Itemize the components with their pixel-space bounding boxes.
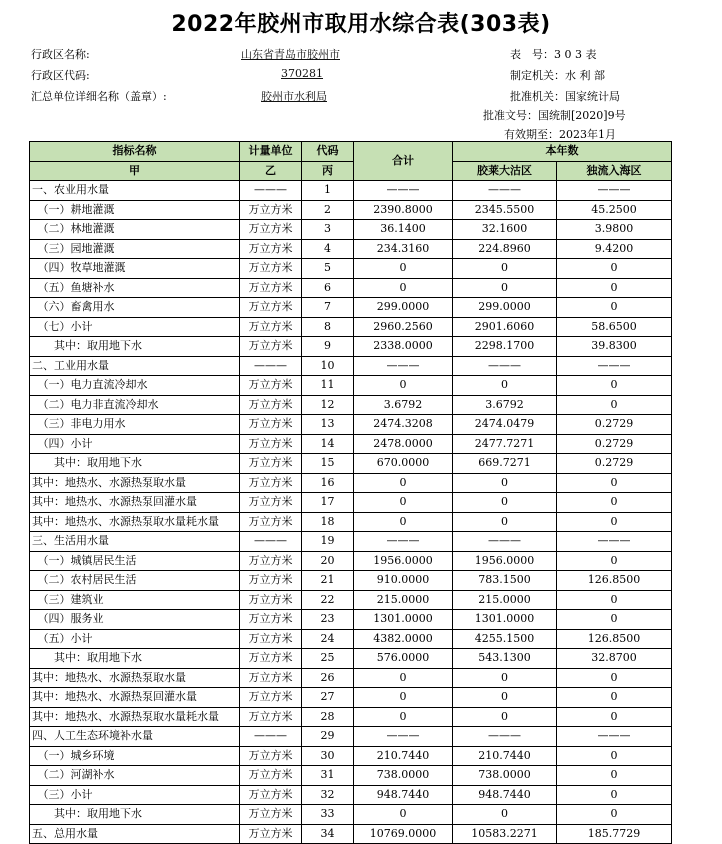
row-name: 其中：取用地下水 <box>30 337 240 357</box>
approval-number: 批准文号：国统制[2020]9号 <box>483 109 626 122</box>
table-row <box>30 707 672 727</box>
header-code: 代码 <box>302 142 354 162</box>
row-code: 27 <box>302 688 354 708</box>
row-jiaolai: 2345.5500 <box>453 200 557 220</box>
row-name: 其中：地热水、水源热泵取水量 <box>30 473 240 493</box>
region-code-label: 行政区代码: <box>31 69 90 82</box>
row-direct-sea: 0 <box>557 610 672 630</box>
row-unit: 万立方米 <box>240 493 302 513</box>
row-name: 四、人工生态环境补水量 <box>30 727 240 747</box>
row-direct-sea: 0 <box>557 512 672 532</box>
row-unit: 万立方米 <box>240 434 302 454</box>
row-direct-sea: ——— <box>557 181 672 201</box>
row-code: 3 <box>302 220 354 240</box>
row-jiaolai: 2477.7271 <box>453 434 557 454</box>
row-direct-sea: 0.2729 <box>557 454 672 474</box>
row-name: 五、总用水量 <box>30 824 240 844</box>
row-direct-sea: 0 <box>557 590 672 610</box>
row-jiaolai: 1301.0000 <box>453 610 557 630</box>
header-total: 合计 <box>354 142 453 181</box>
row-unit: 万立方米 <box>240 317 302 337</box>
row-jiaolai: 543.1300 <box>453 649 557 669</box>
row-code: 17 <box>302 493 354 513</box>
row-code: 10 <box>302 356 354 376</box>
row-total: 210.7440 <box>354 746 453 766</box>
water-use-table <box>29 141 672 844</box>
table-row <box>30 317 672 337</box>
row-jiaolai: 2901.6060 <box>453 317 557 337</box>
row-name: （一）城镇居民生活 <box>30 551 240 571</box>
approving-organ: 批准机关：国家统计局 <box>510 90 620 103</box>
row-unit: 万立方米 <box>240 337 302 357</box>
table-row <box>30 473 672 493</box>
row-name: （五）鱼塘补水 <box>30 278 240 298</box>
row-code: 7 <box>302 298 354 318</box>
table-row <box>30 805 672 825</box>
row-unit: 万立方米 <box>240 824 302 844</box>
row-unit: 万立方米 <box>240 610 302 630</box>
issuing-organ: 制定机关：水 利 部 <box>510 69 605 82</box>
row-direct-sea: 0 <box>557 395 672 415</box>
row-direct-sea: 3.9800 <box>557 220 672 240</box>
row-name: 三、生活用水量 <box>30 532 240 552</box>
header-unit: 计量单位 <box>240 142 302 162</box>
row-unit: 万立方米 <box>240 707 302 727</box>
row-unit: 万立方米 <box>240 649 302 669</box>
region-name-value: 山东省青岛市胶州市 <box>241 48 340 61</box>
table-row <box>30 532 672 552</box>
row-unit: 万立方米 <box>240 766 302 786</box>
table-row <box>30 259 672 279</box>
header-sub-indicator: 甲 <box>30 161 240 181</box>
row-unit: ——— <box>240 356 302 376</box>
row-jiaolai: ——— <box>453 356 557 376</box>
row-total: ——— <box>354 356 453 376</box>
header-current-year: 本年数 <box>453 142 672 162</box>
table-body <box>30 181 672 844</box>
row-name: （四）牧草地灌溉 <box>30 259 240 279</box>
row-direct-sea: 58.6500 <box>557 317 672 337</box>
row-direct-sea: 0 <box>557 259 672 279</box>
row-unit: 万立方米 <box>240 512 302 532</box>
row-name: 其中：地热水、水源热泵取水量耗水量 <box>30 707 240 727</box>
row-unit: 万立方米 <box>240 473 302 493</box>
header-sub-code: 丙 <box>302 161 354 181</box>
row-code: 1 <box>302 181 354 201</box>
table-row <box>30 727 672 747</box>
header-direct-sea: 独流入海区 <box>557 161 672 181</box>
row-unit: 万立方米 <box>240 200 302 220</box>
table-row <box>30 824 672 844</box>
table-row <box>30 395 672 415</box>
row-total: 0 <box>354 707 453 727</box>
row-unit: 万立方米 <box>240 551 302 571</box>
row-name: 其中：取用地下水 <box>30 649 240 669</box>
header-indicator: 指标名称 <box>30 142 240 162</box>
row-unit: 万立方米 <box>240 278 302 298</box>
row-jiaolai: 948.7440 <box>453 785 557 805</box>
table-row <box>30 434 672 454</box>
row-name: （五）小计 <box>30 629 240 649</box>
header-sub-unit: 乙 <box>240 161 302 181</box>
row-total: 2390.8000 <box>354 200 453 220</box>
row-code: 16 <box>302 473 354 493</box>
row-unit: 万立方米 <box>240 785 302 805</box>
row-name: （三）园地灌溉 <box>30 239 240 259</box>
table-row <box>30 376 672 396</box>
row-direct-sea: 0 <box>557 298 672 318</box>
row-jiaolai: 1956.0000 <box>453 551 557 571</box>
row-direct-sea: 0 <box>557 688 672 708</box>
table-row <box>30 278 672 298</box>
row-total: 2478.0000 <box>354 434 453 454</box>
row-code: 23 <box>302 610 354 630</box>
row-name: （三）非电力用水 <box>30 415 240 435</box>
table-row <box>30 298 672 318</box>
row-total: 2960.2560 <box>354 317 453 337</box>
row-unit: 万立方米 <box>240 668 302 688</box>
row-jiaolai: 0 <box>453 278 557 298</box>
row-name: 二、工业用水量 <box>30 356 240 376</box>
row-jiaolai: 0 <box>453 512 557 532</box>
row-jiaolai: 2474.0479 <box>453 415 557 435</box>
row-jiaolai: 0 <box>453 376 557 396</box>
row-direct-sea: 0 <box>557 805 672 825</box>
row-code: 13 <box>302 415 354 435</box>
table-row <box>30 454 672 474</box>
row-code: 25 <box>302 649 354 669</box>
row-code: 18 <box>302 512 354 532</box>
row-unit: 万立方米 <box>240 298 302 318</box>
row-name: （二）河湖补水 <box>30 766 240 786</box>
row-unit: 万立方米 <box>240 395 302 415</box>
row-name: 其中：地热水、水源热泵回灌水量 <box>30 688 240 708</box>
row-total: 0 <box>354 473 453 493</box>
row-unit: 万立方米 <box>240 454 302 474</box>
row-jiaolai: 0 <box>453 259 557 279</box>
table-row <box>30 415 672 435</box>
row-total: 0 <box>354 688 453 708</box>
row-unit: 万立方米 <box>240 746 302 766</box>
row-name: 其中：地热水、水源热泵回灌水量 <box>30 493 240 513</box>
row-direct-sea: 0 <box>557 376 672 396</box>
row-total: 910.0000 <box>354 571 453 591</box>
row-code: 22 <box>302 590 354 610</box>
row-total: 2474.3208 <box>354 415 453 435</box>
row-direct-sea: 0.2729 <box>557 415 672 435</box>
page-title: 2022年胶州市取用水综合表(303表) <box>171 12 551 37</box>
table-row <box>30 220 672 240</box>
row-direct-sea: ——— <box>557 356 672 376</box>
row-jiaolai: ——— <box>453 532 557 552</box>
row-total: 1956.0000 <box>354 551 453 571</box>
row-total: 234.3160 <box>354 239 453 259</box>
row-direct-sea: 32.8700 <box>557 649 672 669</box>
row-code: 4 <box>302 239 354 259</box>
table-row <box>30 766 672 786</box>
row-direct-sea: 9.4200 <box>557 239 672 259</box>
row-code: 24 <box>302 629 354 649</box>
row-name: （一）城乡环境 <box>30 746 240 766</box>
row-direct-sea: 0 <box>557 278 672 298</box>
row-code: 12 <box>302 395 354 415</box>
row-jiaolai: 0 <box>453 493 557 513</box>
table-row <box>30 356 672 376</box>
row-total: ——— <box>354 532 453 552</box>
row-code: 34 <box>302 824 354 844</box>
row-unit: 万立方米 <box>240 590 302 610</box>
valid-until: 有效期至：2023年1月 <box>504 128 616 141</box>
row-total: 2338.0000 <box>354 337 453 357</box>
unit-name-value: 胶州市水利局 <box>261 90 327 103</box>
row-name: （三）建筑业 <box>30 590 240 610</box>
row-direct-sea: 0 <box>557 473 672 493</box>
row-code: 15 <box>302 454 354 474</box>
row-jiaolai: 215.0000 <box>453 590 557 610</box>
row-name: 其中：地热水、水源热泵取水量耗水量 <box>30 512 240 532</box>
row-name: （三）小计 <box>30 785 240 805</box>
row-jiaolai: 10583.2271 <box>453 824 557 844</box>
row-jiaolai: 0 <box>453 707 557 727</box>
row-direct-sea: 185.7729 <box>557 824 672 844</box>
table-row <box>30 668 672 688</box>
row-code: 33 <box>302 805 354 825</box>
table-row <box>30 181 672 201</box>
table-row <box>30 493 672 513</box>
row-name: 其中：取用地下水 <box>30 805 240 825</box>
row-total: 0 <box>354 278 453 298</box>
region-code-value: 370281 <box>281 67 323 80</box>
row-total: 0 <box>354 259 453 279</box>
region-name-label: 行政区名称: <box>31 48 90 61</box>
row-code: 31 <box>302 766 354 786</box>
row-jiaolai: 299.0000 <box>453 298 557 318</box>
row-jiaolai: 224.8960 <box>453 239 557 259</box>
row-name: （七）小计 <box>30 317 240 337</box>
row-total: 0 <box>354 668 453 688</box>
row-unit: 万立方米 <box>240 239 302 259</box>
row-code: 6 <box>302 278 354 298</box>
row-unit: 万立方米 <box>240 259 302 279</box>
row-jiaolai: 0 <box>453 473 557 493</box>
row-code: 26 <box>302 668 354 688</box>
row-unit: 万立方米 <box>240 220 302 240</box>
row-jiaolai: 669.7271 <box>453 454 557 474</box>
row-unit: 万立方米 <box>240 688 302 708</box>
row-jiaolai: 2298.1700 <box>453 337 557 357</box>
row-total: ——— <box>354 181 453 201</box>
table-row <box>30 239 672 259</box>
row-unit: 万立方米 <box>240 805 302 825</box>
row-unit: ——— <box>240 727 302 747</box>
row-name: 其中：取用地下水 <box>30 454 240 474</box>
row-total: 36.1400 <box>354 220 453 240</box>
table-row <box>30 610 672 630</box>
row-total: 3.6792 <box>354 395 453 415</box>
table-row <box>30 629 672 649</box>
row-unit: ——— <box>240 532 302 552</box>
row-direct-sea: 0 <box>557 668 672 688</box>
row-total: 4382.0000 <box>354 629 453 649</box>
row-jiaolai: ——— <box>453 181 557 201</box>
row-code: 14 <box>302 434 354 454</box>
row-name: （四）服务业 <box>30 610 240 630</box>
row-code: 11 <box>302 376 354 396</box>
row-direct-sea: 39.8300 <box>557 337 672 357</box>
row-code: 9 <box>302 337 354 357</box>
row-direct-sea: ——— <box>557 727 672 747</box>
row-total: 299.0000 <box>354 298 453 318</box>
row-total: 738.0000 <box>354 766 453 786</box>
row-direct-sea: 0 <box>557 551 672 571</box>
row-direct-sea: 45.2500 <box>557 200 672 220</box>
header-jiaolai: 胶莱大沽区 <box>453 161 557 181</box>
row-unit: 万立方米 <box>240 629 302 649</box>
row-code: 20 <box>302 551 354 571</box>
row-jiaolai: ——— <box>453 727 557 747</box>
row-code: 28 <box>302 707 354 727</box>
row-name: （二）电力非直流冷却水 <box>30 395 240 415</box>
row-name: （二）林地灌溉 <box>30 220 240 240</box>
unit-name-label: 汇总单位详细名称（盖章）: <box>31 90 167 103</box>
row-total: 10769.0000 <box>354 824 453 844</box>
row-direct-sea: 0.2729 <box>557 434 672 454</box>
row-total: 0 <box>354 512 453 532</box>
row-jiaolai: 32.1600 <box>453 220 557 240</box>
row-unit: 万立方米 <box>240 376 302 396</box>
row-name: （四）小计 <box>30 434 240 454</box>
row-code: 30 <box>302 746 354 766</box>
row-jiaolai: 738.0000 <box>453 766 557 786</box>
table-row <box>30 785 672 805</box>
row-direct-sea: 126.8500 <box>557 571 672 591</box>
row-code: 5 <box>302 259 354 279</box>
row-total: 0 <box>354 805 453 825</box>
row-name: （六）畜禽用水 <box>30 298 240 318</box>
row-jiaolai: 210.7440 <box>453 746 557 766</box>
table-row <box>30 688 672 708</box>
row-total: 1301.0000 <box>354 610 453 630</box>
row-name: 其中：地热水、水源热泵取水量 <box>30 668 240 688</box>
row-direct-sea: ——— <box>557 532 672 552</box>
row-code: 2 <box>302 200 354 220</box>
row-jiaolai: 3.6792 <box>453 395 557 415</box>
row-unit: 万立方米 <box>240 571 302 591</box>
row-direct-sea: 0 <box>557 785 672 805</box>
row-code: 21 <box>302 571 354 591</box>
table-row <box>30 337 672 357</box>
row-code: 8 <box>302 317 354 337</box>
row-total: 670.0000 <box>354 454 453 474</box>
row-name: （二）农村居民生活 <box>30 571 240 591</box>
row-total: 215.0000 <box>354 590 453 610</box>
table-row <box>30 200 672 220</box>
table-row <box>30 590 672 610</box>
table-row <box>30 649 672 669</box>
row-total: 576.0000 <box>354 649 453 669</box>
row-jiaolai: 0 <box>453 668 557 688</box>
row-total: 0 <box>354 376 453 396</box>
row-unit: ——— <box>240 181 302 201</box>
row-code: 32 <box>302 785 354 805</box>
row-jiaolai: 783.1500 <box>453 571 557 591</box>
row-direct-sea: 0 <box>557 746 672 766</box>
table-number: 表 号：3 0 3 表 <box>510 48 597 61</box>
row-jiaolai: 4255.1500 <box>453 629 557 649</box>
row-direct-sea: 0 <box>557 707 672 727</box>
table-row <box>30 571 672 591</box>
row-name: （一）电力直流冷却水 <box>30 376 240 396</box>
table-row <box>30 551 672 571</box>
row-code: 19 <box>302 532 354 552</box>
row-jiaolai: 0 <box>453 688 557 708</box>
row-direct-sea: 0 <box>557 766 672 786</box>
row-jiaolai: 0 <box>453 805 557 825</box>
row-name: （一）耕地灌溉 <box>30 200 240 220</box>
row-code: 29 <box>302 727 354 747</box>
row-direct-sea: 0 <box>557 493 672 513</box>
row-name: 一、农业用水量 <box>30 181 240 201</box>
row-total: 0 <box>354 493 453 513</box>
row-direct-sea: 126.8500 <box>557 629 672 649</box>
table-row <box>30 512 672 532</box>
row-unit: 万立方米 <box>240 415 302 435</box>
row-total: ——— <box>354 727 453 747</box>
row-total: 948.7440 <box>354 785 453 805</box>
table-row <box>30 746 672 766</box>
